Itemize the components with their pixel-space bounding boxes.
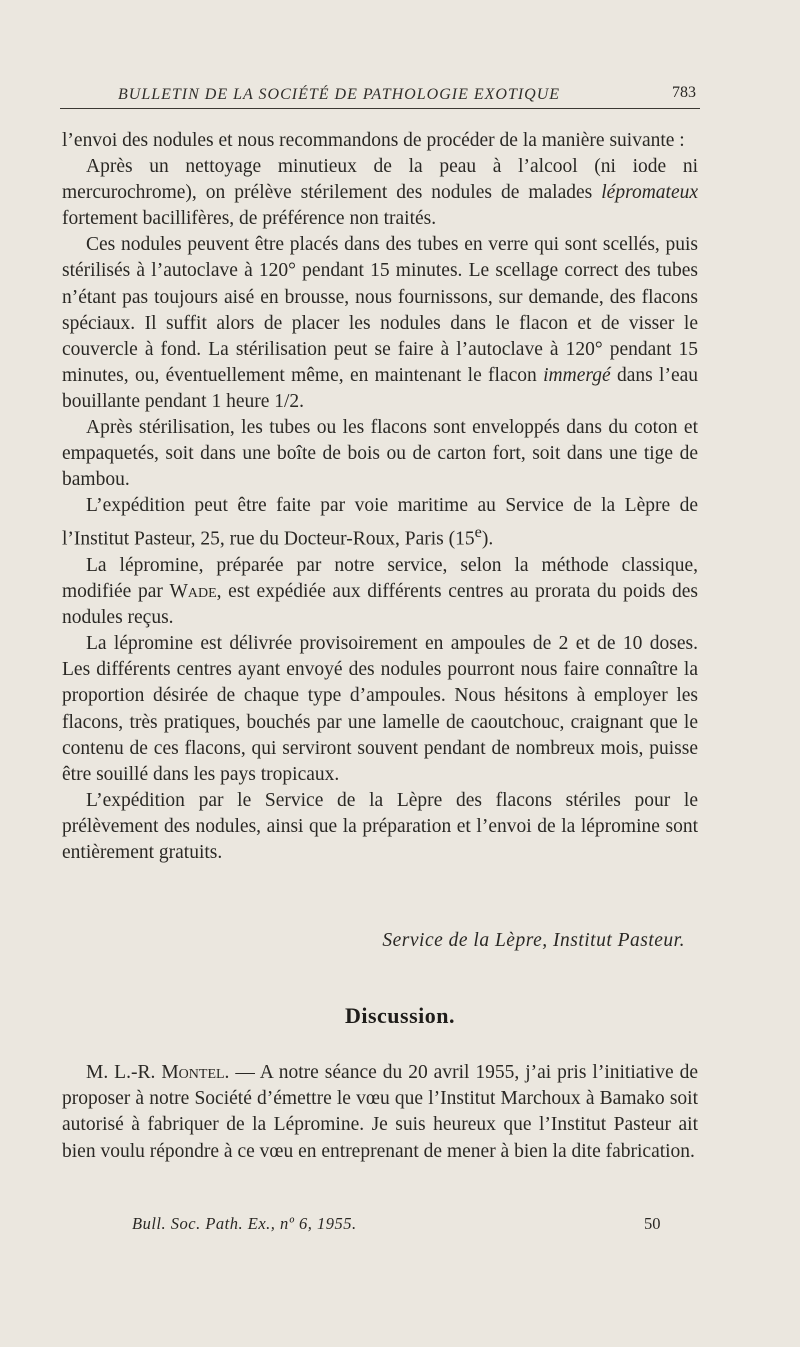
superscript: e <box>474 523 482 542</box>
section-heading: Discussion. <box>344 1003 456 1028</box>
italic-term: immergé <box>543 364 611 386</box>
article-body <box>62 128 698 866</box>
paragraph: L’expédition par le Service de la Lèpre des flacons stériles pour le prélèvement des nodules, ainsi que la préparation et l’envoi de la lépromine sont entièrement gratuits. <box>62 789 698 864</box>
signature-mark: 50 <box>644 1214 661 1233</box>
paragraph: La lépromine est délivrée provisoirement en ampoules de 2 et de 10 doses. Les différents centres ayant envoyé des nodules pourront nous faire connaître la proportion désirée de chaque type d’ampoules. Nous hésitons à employer les flacons, très pratiques, bouchés par une lamelle de caoutchouc, craignant que le contenu de ces flacons, qui serviront souvent pendant de nombreux mois, puisse être souillé dans les pays tropicaux. <box>62 633 698 785</box>
article-signature: Service de la Lèpre, Institut Pasteur. <box>382 930 685 951</box>
paragraph: L’expédition peut être faite par voie maritime au Service de la Lèpre de l’Institut Pasteur, 25, rue du Docteur-Roux, Paris (15e). <box>62 495 698 550</box>
page-footer <box>0 1214 800 1238</box>
paragraph: La lépromine, préparée par notre service, selon la méthode classique, modifiée par Wade, est expédiée aux différents centres au prorata du poids des nodules reçus. <box>62 555 698 629</box>
speaker-name: Montel <box>161 1062 225 1083</box>
journal-title: BULLETIN DE LA SOCIÉTÉ DE PATHOLOGIE EXOTIQUE <box>118 86 561 103</box>
author-name: Wade <box>169 581 217 603</box>
paragraph: Ces nodules peuvent être placés dans des tubes en verre qui sont scellés, puis stérilisés à l’autoclave à 120° pendant 15 minutes. Le scellage correct des tubes n’étant pas toujours aisé en brousse, nous fournissons, sur demande, des flacons spéciaux. Il suffit alors de placer les nodules dans le flacon et de visser le couvercle à fond. La stérilisation peut se faire à l’autoclave à 120° pendant 15 minutes, ou, éventuellement même, en maintenant le flacon immergé dans l’eau bouillante pendant 1 heure 1/2. <box>62 234 698 412</box>
page-number: 783 <box>672 84 696 101</box>
paragraph: l’envoi des nodules et nous recommandons de procéder de la manière suivante : <box>62 130 685 151</box>
running-head <box>60 82 700 109</box>
discussion-body <box>62 1060 698 1165</box>
paragraph: Après stérilisation, les tubes ou les flacons sont enveloppés dans du coton et empaquetés, soit dans une boîte de bois ou de carton fort, soit dans une tige de bambou. <box>62 417 698 491</box>
italic-term: lépromateux <box>601 182 698 204</box>
bibliographic-reference: Bull. Soc. Path. Ex., nº 6, 1955. <box>132 1214 357 1233</box>
paragraph: Après un nettoyage minutieux de la peau à l’alcool (ni iode ni mercurochrome), on prélève stérilement des nodules de malades lépromateux fortement bacillifères, de préférence non traités. <box>62 156 698 230</box>
paragraph: M. L.-R. Montel. — A notre séance du 20 avril 1955, j’ai pris l’initiative de proposer à notre Société d’émettre le vœu que l’Institut Marchoux à Bamako soit autorisé à fabriquer de la Lépromine. Je suis heureux que l’Institut Pasteur ait bien voulu répondre à ce vœu en entreprenant de mener à bien la dite fabrication. <box>62 1062 699 1162</box>
